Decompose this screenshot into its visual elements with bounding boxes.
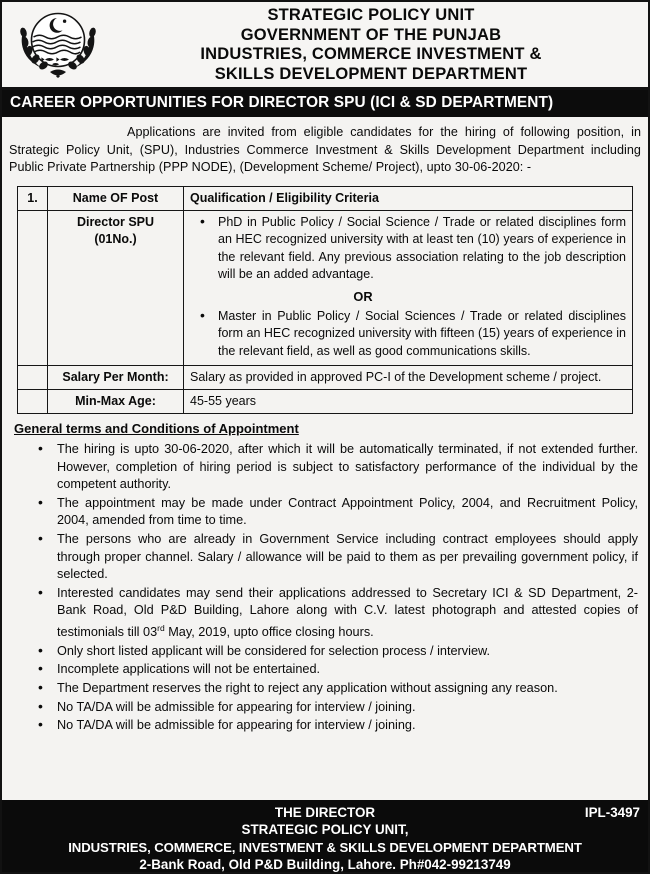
punjab-government-emblem-icon bbox=[10, 5, 106, 85]
intro-paragraph: Applications are invited from eligible candidates for the hiring of following position, in Strategic Policy Unit, (SPU), Industries Commerce Investment & Skills Development Department including Public Private Partnership (PPP NODE), (Development Scheme/ Project), upto 30-06-2020: - bbox=[9, 125, 641, 174]
org-title-line-4: SKILLS DEVELOPMENT DEPARTMENT bbox=[214, 64, 528, 83]
term-item-government-service: • The persons who are already in Government Service including contract employees should apply through proper channel. Salary / allowance will be paid to them as per prevailing government policy, if selected. bbox=[2, 531, 638, 584]
table-row bbox=[18, 210, 633, 366]
term-address-after: May, 2019, upto office closing hours. bbox=[164, 625, 374, 640]
masthead bbox=[2, 2, 648, 90]
footer-director-label: THE DIRECTOR bbox=[274, 805, 376, 820]
footer-department: INDUSTRIES, COMMERCE, INVESTMENT & SKILLS DEVELOPMENT DEPARTMENT bbox=[68, 839, 582, 855]
qualification-list bbox=[190, 214, 626, 284]
footer-unit: STRATEGIC POLICY UNIT, bbox=[241, 822, 409, 837]
table-header-row bbox=[18, 186, 633, 210]
career-opportunities-banner: CAREER OPPORTUNITIES FOR DIRECTOR SPU (ICI & SD DEPARTMENT) bbox=[2, 90, 648, 117]
term-item-reject-right: • No TA/DA will be admissible for appearing for interview / joining. bbox=[2, 699, 638, 717]
term-item-application-address bbox=[2, 585, 638, 642]
salary-value: Salary as provided in approved PC-I of the Development scheme / project. bbox=[184, 366, 633, 390]
qualification-cell bbox=[184, 210, 633, 366]
date-ordinal-suffix: rd bbox=[157, 622, 165, 633]
term-item-shortlist: • Incomplete applications will not be entertained. bbox=[2, 661, 638, 679]
term-item-incomplete: • The Department reserves the right to reject any application without assigning any reason. bbox=[2, 680, 638, 698]
table-row-salary bbox=[18, 366, 633, 390]
general-terms-heading: General terms and Conditions of Appointment bbox=[14, 421, 299, 436]
header-name-of-post: Name OF Post bbox=[48, 186, 184, 210]
age-label: Min-Max Age: bbox=[48, 390, 184, 414]
header-qualification-criteria: Qualification / Eligibility Criteria bbox=[184, 186, 633, 210]
qualification-list-alt bbox=[190, 308, 626, 361]
footer bbox=[2, 800, 648, 872]
age-value: 45-55 years bbox=[184, 390, 633, 414]
org-title-line-1: STRATEGIC POLICY UNIT bbox=[267, 6, 475, 24]
ipl-code: IPL-3497 bbox=[584, 805, 640, 820]
salary-serial-blank bbox=[18, 366, 48, 390]
term-item-hiring-period: • The hiring is upto 30-06-2020, after which it will be automatically terminated, if not extended further. However, completion of hiring period is subject to satisfactory performance of the individual by the competent authority. bbox=[2, 441, 638, 494]
org-title-line-3: INDUSTRIES, COMMERCE INVESTMENT & bbox=[200, 45, 542, 63]
table-row-age bbox=[18, 390, 633, 414]
masthead-titles bbox=[106, 6, 642, 84]
org-title-line-2: GOVERNMENT OF THE PUNJAB bbox=[240, 25, 502, 44]
serial-blank-cell bbox=[18, 210, 48, 366]
salary-label: Salary Per Month: bbox=[48, 366, 184, 390]
term-item-appointment-policy: • The appointment may be made under Contract Appointment Policy, 2004, and Recruitment Policy, 2004, amended from time to time. bbox=[2, 495, 638, 530]
term-item-mention-title: • Only short listed applicant will be considered for selection process / interview. bbox=[2, 643, 638, 661]
position-details-table bbox=[17, 186, 633, 415]
general-terms-list bbox=[2, 441, 648, 735]
serial-number-cell: 1. bbox=[18, 186, 48, 210]
qualification-item-phd: • PhD in Public Policy / Social Science / Trade or related disciplines form an HEC recognized university with at least ten (10) years of experience in the relevant field. Any previous association relating to the job description will be an added advantage. bbox=[190, 214, 626, 284]
term-item-no-tada: • No TA/DA will be admissible for appearing for interview / joining. bbox=[2, 717, 638, 735]
footer-director-row bbox=[2, 804, 648, 821]
term-address-before: Interested candidates may send their applications addressed to Secretary ICI & SD Department, 2-Bank Road, Old P&D Building, Lahore along with C.V. latest photograph and attested copies of testimonials till 03 bbox=[57, 585, 638, 640]
footer-address: 2-Bank Road, Old P&D Building, Lahore. Ph#042-99213749 bbox=[139, 857, 511, 872]
post-name-title: Director SPU bbox=[76, 214, 155, 229]
age-serial-blank bbox=[18, 390, 48, 414]
post-name-cell bbox=[48, 210, 184, 366]
post-name-count: (01No.) bbox=[94, 231, 137, 246]
or-separator: OR bbox=[353, 288, 373, 304]
qualification-item-master: • Master in Public Policy / Social Sciences / Trade or related disciplines form an HEC recognized university with fifteen (15) years of experience in the relevant field, as well as good communications skills. bbox=[190, 308, 626, 361]
